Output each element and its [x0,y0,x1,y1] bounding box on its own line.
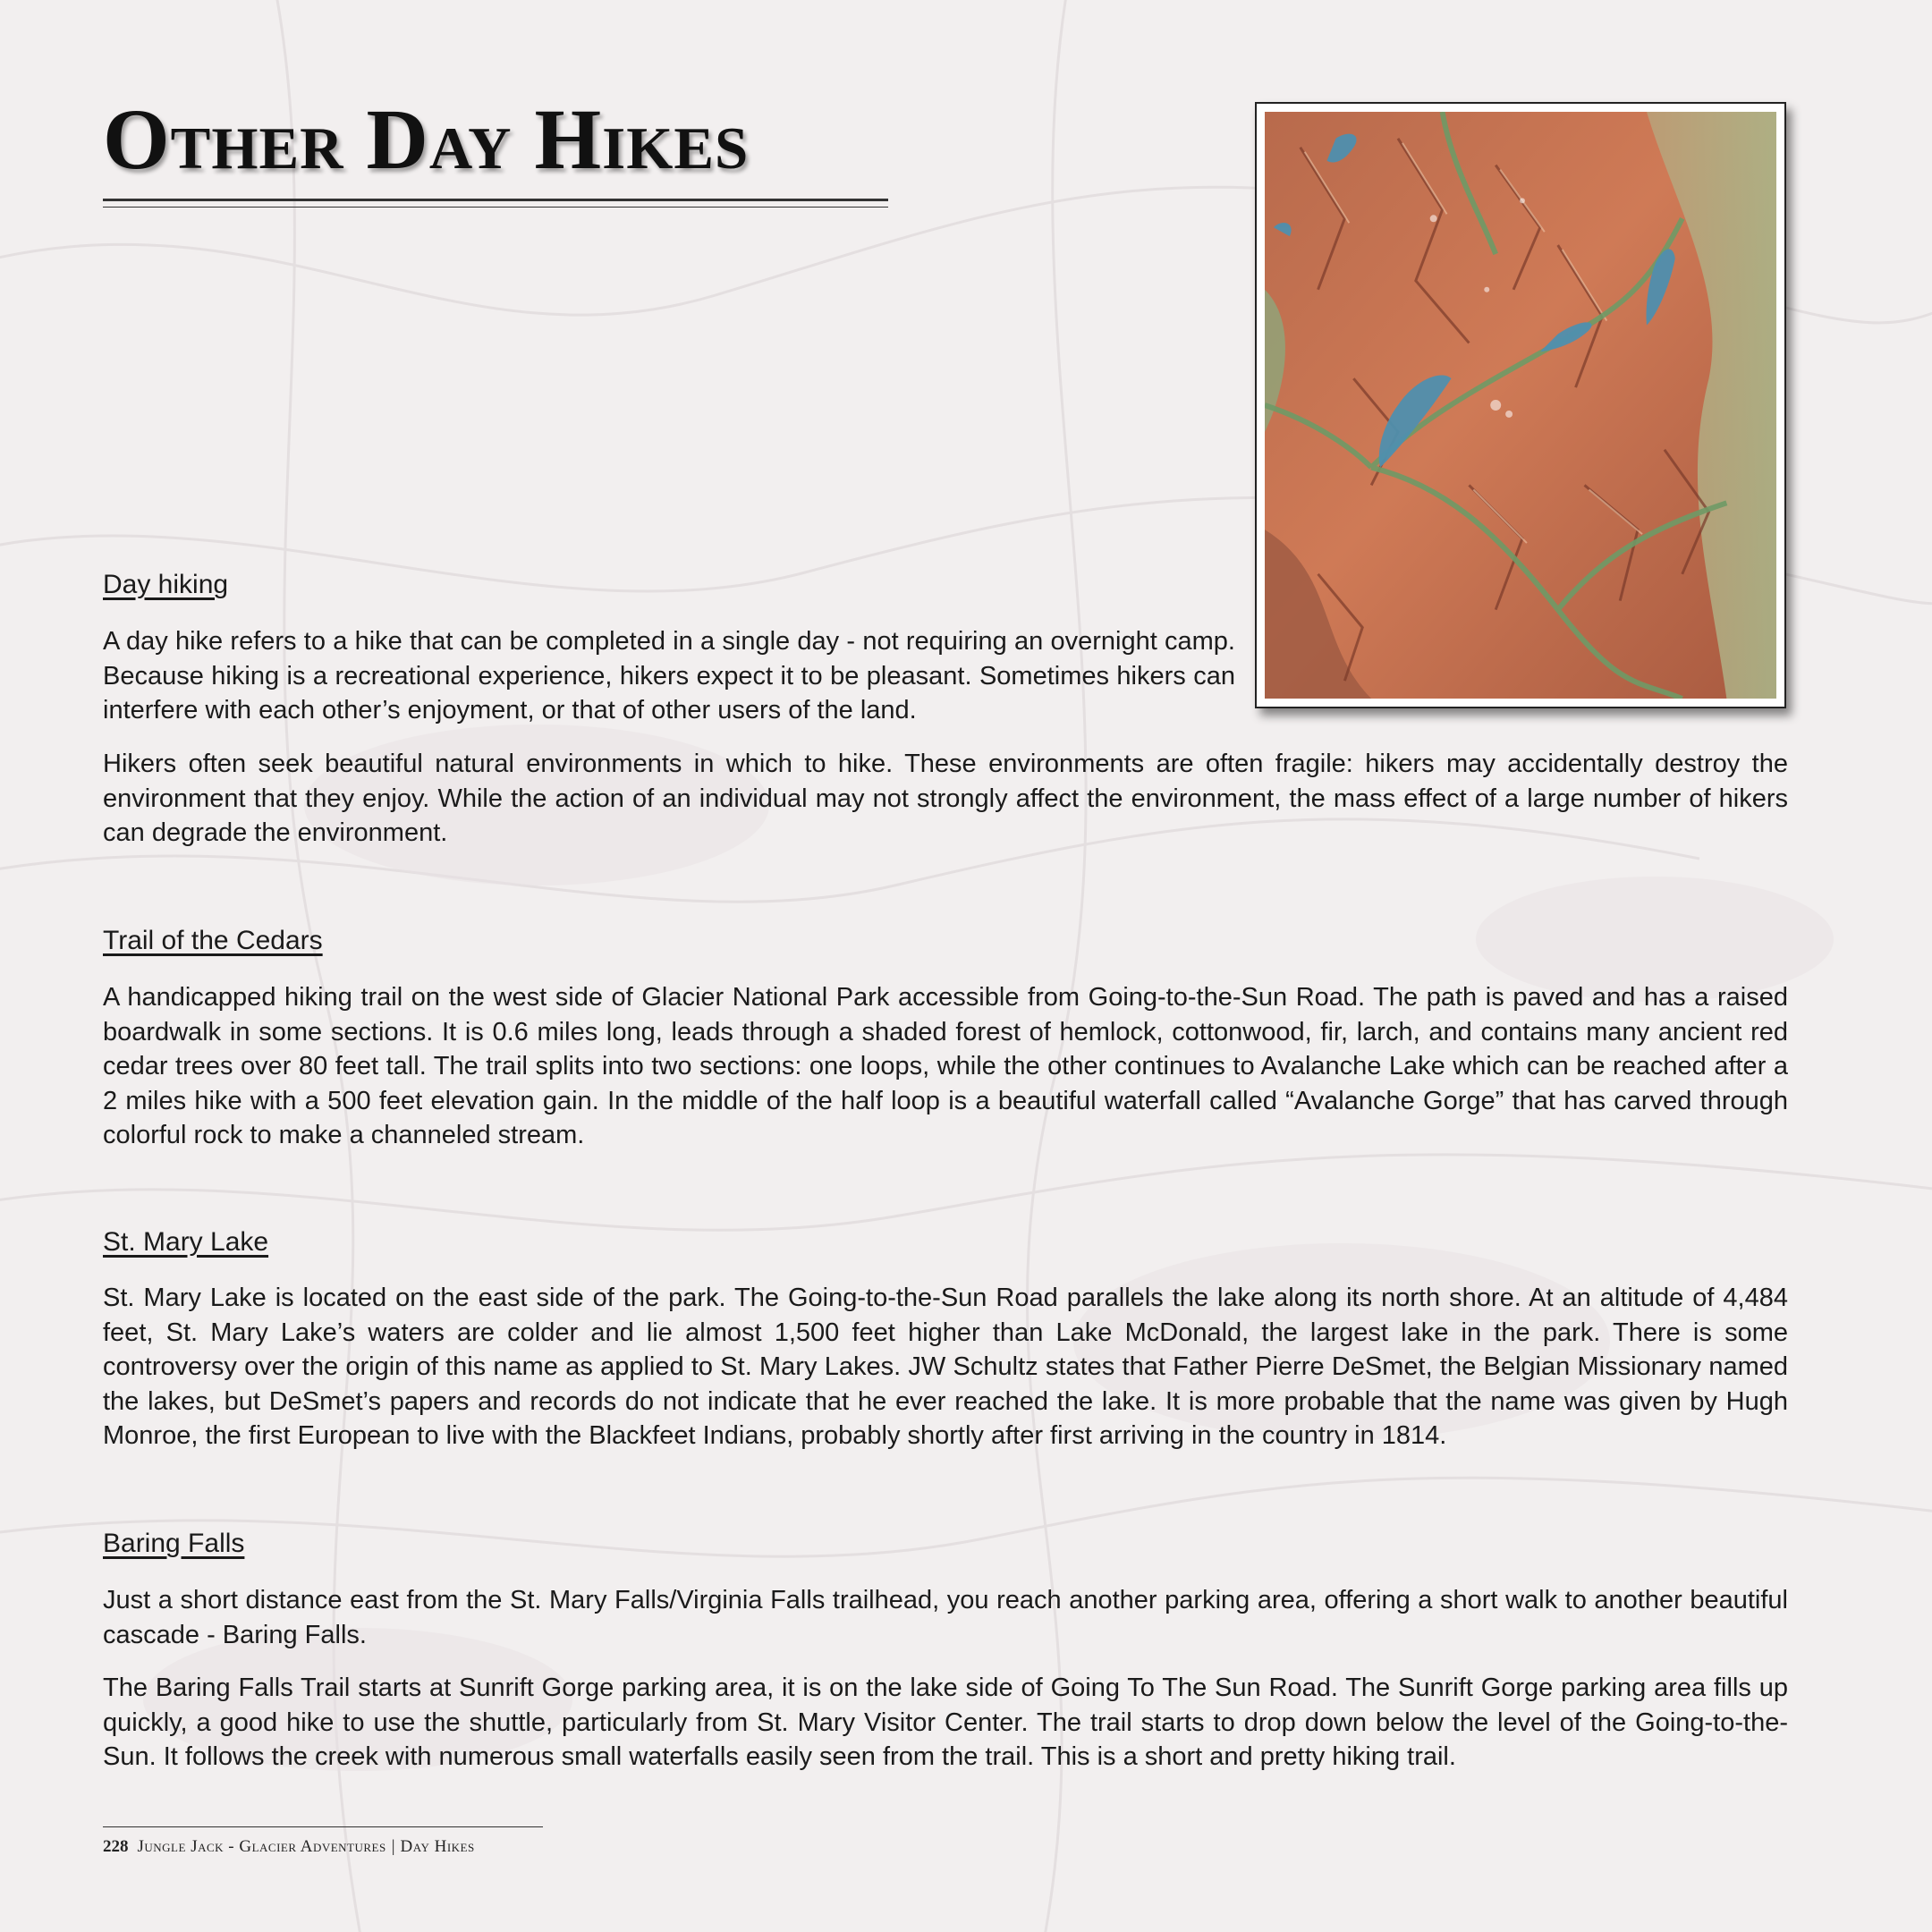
section-heading-trail-of-the-cedars: Trail of the Cedars [103,926,323,955]
footer-separator: | [391,1837,395,1856]
title-divider [103,199,888,208]
relief-map-graphic [1265,112,1776,699]
st-mary-lake-paragraph: St. Mary Lake is located on the east side of the park. The Going-to-the-Sun Road parallels the lake along its north shore. At an altitude of 4,484 feet, St. Mary Lake’s waters are colder and lie almost 1,500 feet higher than Lake McDonald, the largest lake in the park. There is some controversy over the origin of this name as applied to St. Mary Lakes. JW Schultz states that Father Pierre DeSmet, the Belgian Missionary named the lakes, but DeSmet’s papers and records do not indicate that he ever reached the lake. It is more probable that the name was given by Hugh Monroe, the first European to live with the Blackfeet Indians, probably shortly after first arriving in the country in 1814. [103,1284,1788,1450]
footer-chapter: Day Hikes [400,1837,475,1856]
page-footer [103,1837,475,1857]
footer-book-title: Jungle Jack - Glacier Adventures [137,1837,386,1856]
section-heading-baring-falls: Baring Falls [103,1529,245,1558]
relief-map-image [1255,102,1786,708]
footer-divider [103,1826,543,1827]
section-heading-st-mary-lake: St. Mary Lake [103,1227,269,1257]
page-title: Other Day Hikes [103,91,750,187]
baring-falls-paragraph-1: Just a short distance east from the St. Mary Falls/Virginia Falls trailhead, you reach another parking area, offering a short walk to another beautiful cascade - Baring Falls. [103,1586,1788,1649]
day-hiking-paragraph-1: A day hike refers to a hike that can be completed in a single day - not requiring an overnight camp. Because hiking is a recreational experience, hikers expect it to be pleasant. Sometimes hikers can interfere with each other’s enjoyment, or that of other users of the land. [103,627,1235,724]
section-heading-day-hiking: Day hiking [103,570,229,599]
page-number: 228 [103,1837,129,1856]
day-hiking-paragraph-2: Hikers often seek beautiful natural environments in which to hike. These environments are often fragile: hikers may accidentally destroy the environment that they enjoy. While the action of an individual may not strongly affect the environment, the mass effect of a large number of hikers can degrade the environment. [103,750,1788,847]
baring-falls-paragraph-2: The Baring Falls Trail starts at Sunrift Gorge parking area, it is on the lake side of Going To The Sun Road. The Sunrift Gorge parking area fills up quickly, a good hike to use the shuttle, particularly from St. Mary Visitor Center. The trail starts to drop down below the level of the Going-to-the-Sun. It follows the creek with numerous small waterfalls easily seen from the trail. This is a short and pretty hiking trail. [103,1674,1788,1771]
trail-of-the-cedars-paragraph: A handicapped hiking trail on the west side of Glacier National Park accessible from Going-to-the-Sun Road. The path is paved and has a raised boardwalk in some sections. It is 0.6 miles long, leads through a shaded forest of hemlock, cottonwood, fir, larch, and contains many ancient red cedar trees over 80 feet tall. The trail splits into two sections: one loops, while the other continues to Avalanche Lake which can be reached after a 2 miles hike with a 500 feet elevation gain. In the middle of the half loop is a beautiful waterfall called “Avalanche Gorge” that has carved through colorful rock to make a channeled stream. [103,983,1788,1149]
